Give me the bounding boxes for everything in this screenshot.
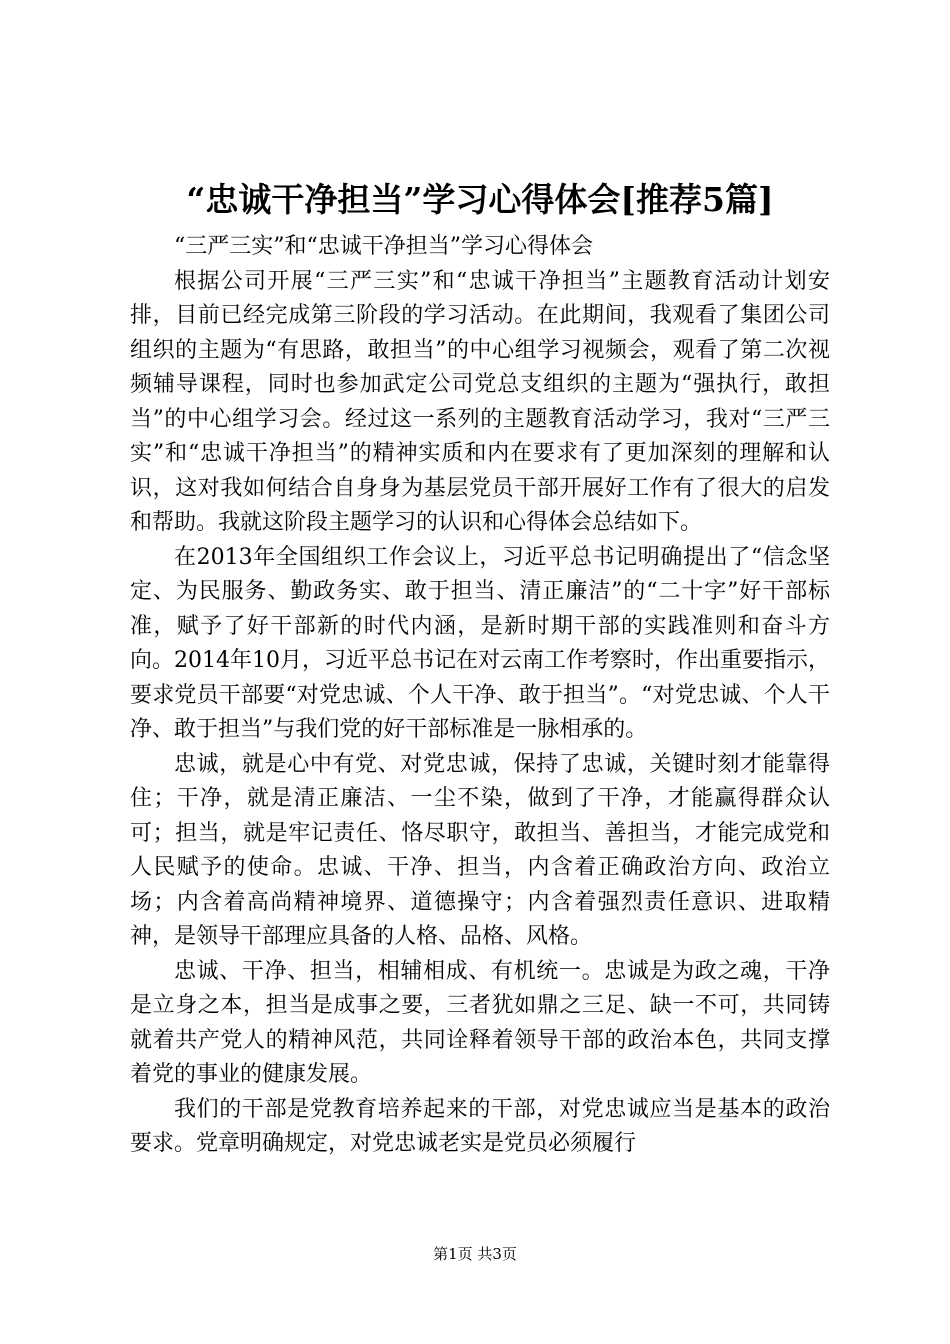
body-paragraph: 根据公司开展“三严三实”和“忠诚干净担当”主题教育活动计划安排，目前已经完成第三阶段的学习活动。在此期间，我观看了集团公司组织的主题为“有思路，敢担当”的中心组学习视频会，观看了第二次视频辅导课程，同时也参加武定公司党总支组织的主题为“强执行，敢担当”的中心组学习会。经过这一系列的主题教育活动学习，我对“三严三实”和“忠诚干净担当”的精神实质和内在要求有了更加深刻的理解和认识，这对我如何结合自身身为基层党员干部开展好工作有了很大的启发和帮助。我就这阶段主题学习的认识和心得体会总结如下。 bbox=[130, 268, 830, 535]
body-paragraph: 我们的干部是党教育培养起来的干部，对党忠诚应当是基本的政治要求。党章明确规定，对党忠诚老实是党员必须履行 bbox=[130, 1096, 830, 1156]
body-paragraph: 在2013年全国组织工作会议上，习近平总书记明确提出了“信念坚定、为民服务、勤政务实、敢于担当、清正廉洁”的“二十字”好干部标准，赋予了好干部新的时代内涵，是新时期干部的实践准则和奋斗方向。2014年10月，习近平总书记在对云南工作考察时，作出重要指示，要求党员干部要“对党忠诚、个人干净、敢于担当”。“对党忠诚、个人干净、敢于担当”与我们党的好干部标准是一脉相承的。 bbox=[130, 544, 830, 742]
document-body bbox=[130, 230, 830, 1162]
document-subtitle: “三严三实”和“忠诚干净担当”学习心得体会 bbox=[174, 234, 593, 259]
body-paragraph: 忠诚、干净、担当，相辅相成、有机统一。忠诚是为政之魂，干净是立身之本，担当是成事之要，三者犹如鼎之三足、缺一不可，共同铸就着共产党人的精神风范，共同诠释着领导干部的政治本色，共同支撑着党的事业的健康发展。 bbox=[130, 958, 830, 1087]
document-title: “忠诚干净担当”学习心得体会[推荐5篇] bbox=[186, 180, 774, 219]
page-number-footer: 第1页 共3页 bbox=[433, 1245, 517, 1263]
body-paragraph: 忠诚，就是心中有党、对党忠诚，保持了忠诚，关键时刻才能靠得住；干净，就是清正廉洁、一尘不染，做到了干净，才能赢得群众认可；担当，就是牢记责任、恪尽职守，敢担当、善担当，才能完成党和人民赋予的使命。忠诚、干净、担当，内含着正确政治方向、政治立场；内含着高尚精神境界、道德操守；内含着强烈责任意识、进取精神，是领导干部理应具备的人格、品格、风格。 bbox=[130, 751, 830, 949]
